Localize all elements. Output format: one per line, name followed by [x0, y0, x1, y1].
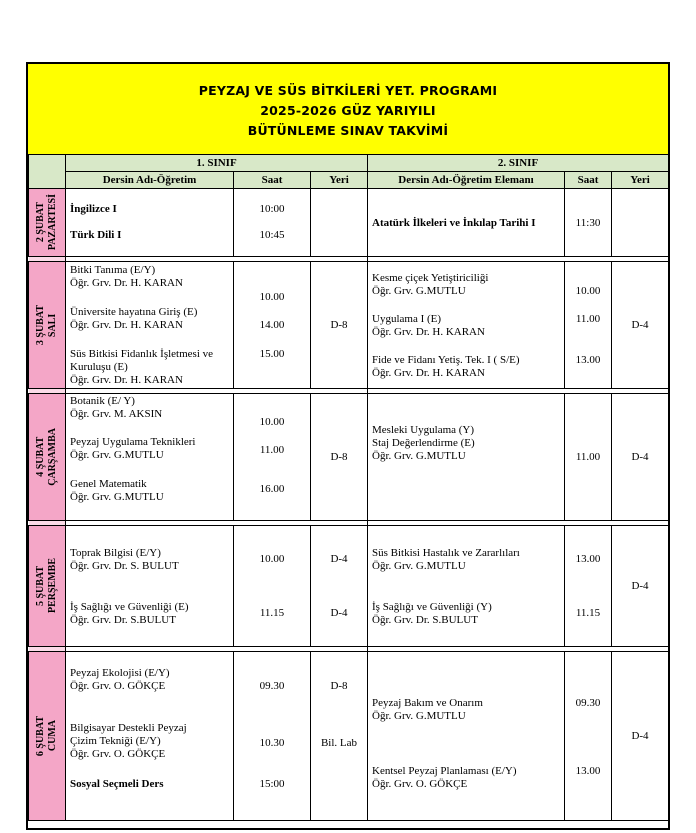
instructor: Öğr. Grv. Dr. H. KARAN — [70, 319, 183, 331]
place: D-8 — [330, 680, 348, 692]
place: D-4 — [612, 652, 669, 821]
place: D-4 — [612, 394, 669, 521]
time: 10.00 — [259, 416, 285, 428]
day-label: 5 ŞUBAT PERŞEMBE — [29, 526, 66, 647]
time: 11.00 — [565, 394, 612, 521]
course: İş Sağlığı ve Güvenliği (Y) — [372, 601, 492, 613]
time: 15:00 — [259, 778, 285, 790]
day-row — [29, 526, 669, 647]
instructor: Öğr. Grv. G.MUTLU — [372, 285, 466, 297]
time: 11.00 — [259, 444, 285, 456]
course: Peyzaj Uygulama Teknikleri — [70, 436, 196, 448]
place: D-4 — [612, 526, 669, 647]
col-place-1: Yeri — [311, 172, 368, 189]
time: 10.30 — [259, 737, 285, 749]
course: Fide ve Fidanı Yetiş. Tek. I ( S/E) — [372, 354, 520, 366]
class-2-header: 2. SINIF — [368, 155, 669, 172]
schedule-table — [28, 154, 669, 821]
day-label: 4 ŞUBAT ÇARŞAMBA — [29, 394, 66, 521]
instructor: Öğr. Grv. G.MUTLU — [372, 450, 466, 462]
course: Çizim Tekniği (E/Y) — [70, 735, 161, 747]
day-label: 3 ŞUBAT SALI — [29, 262, 66, 389]
course: Kentsel Peyzaj Planlaması (E/Y) — [372, 765, 517, 777]
day-row — [29, 394, 669, 521]
time: 13.00 — [575, 765, 601, 777]
term-title: 2025-2026 GÜZ YARIYILI — [260, 103, 436, 118]
course: Bilgisayar Destekli Peyzaj — [70, 722, 187, 734]
instructor: Öğr. Grv. M. AKSIN — [70, 408, 163, 420]
instructor: Öğr. Grv. O. GÖKÇE — [70, 748, 166, 760]
time: 10:00 — [259, 203, 285, 215]
course: Kesme çiçek Yetiştiriciliği — [372, 272, 489, 284]
time: 11.15 — [575, 607, 601, 619]
time: 10:45 — [259, 229, 285, 241]
time: 10.00 — [575, 285, 601, 297]
col-course-2: Dersin Adı-Öğretim Elemanı — [368, 172, 565, 189]
time: 11.00 — [575, 313, 601, 325]
course: Genel Matematik — [70, 478, 147, 490]
time: 15.00 — [259, 348, 285, 360]
time: 16.00 — [259, 483, 285, 495]
course: Toprak Bilgisi (E/Y) — [70, 547, 161, 559]
place — [612, 189, 669, 257]
course: Sosyal Seçmeli Ders — [70, 778, 164, 790]
time: 11.15 — [259, 607, 285, 619]
class-1-header: 1. SINIF — [66, 155, 368, 172]
day-label: 2 ŞUBAT PAZARTESİ — [29, 189, 66, 257]
program-title: PEYZAJ VE SÜS BİTKİLERİ YET. PROGRAMI — [198, 83, 498, 98]
time: 13.00 — [575, 354, 601, 366]
instructor: Öğr. Grv. G.MUTLU — [372, 710, 466, 722]
instructor: Öğr. Grv. Dr. S.BULUT — [372, 614, 478, 626]
instructor: Öğr. Grv. G.MUTLU — [372, 560, 466, 572]
place: Bil. Lab — [320, 737, 358, 749]
time: 13.00 — [575, 553, 601, 565]
place: D-8 — [311, 262, 368, 389]
header-banner — [28, 64, 668, 155]
time: 09.30 — [259, 680, 285, 692]
header-corner — [29, 155, 66, 189]
course: Botanik (E/ Y) — [70, 395, 135, 407]
place — [311, 189, 368, 257]
day-row — [29, 262, 669, 389]
place: D-4 — [330, 607, 348, 619]
exam-schedule — [26, 62, 670, 830]
course: Atatürk İlkeleri ve İnkılap Tarihi I — [372, 217, 536, 229]
col-course-1: Dersin Adı-Öğretim — [66, 172, 234, 189]
instructor: Öğr. Grv. Dr. H. KARAN — [372, 367, 485, 379]
course: Peyzaj Bakım ve Onarım — [372, 697, 483, 709]
course: İş Sağlığı ve Güvenliği (E) — [70, 601, 189, 613]
instructor: Öğr. Grv. Dr. H. KARAN — [70, 374, 183, 386]
instructor: Öğr. Grv. Dr. S. BULUT — [70, 560, 179, 572]
course: İngilizce I — [70, 203, 117, 215]
instructor: Öğr. Grv. G.MUTLU — [70, 491, 164, 503]
course: Uygulama I (E) — [372, 313, 442, 325]
time: 11:30 — [575, 217, 601, 229]
course: Kuruluşu (E) — [70, 361, 128, 373]
instructor: Öğr. Grv. Dr. H. KARAN — [372, 326, 485, 338]
instructor: Öğr. Grv. O. GÖKÇE — [372, 778, 468, 790]
course: Peyzaj Ekolojisi (E/Y) — [70, 667, 170, 679]
instructor: Öğr. Grv. Dr. H. KARAN — [70, 277, 183, 289]
place: D-4 — [612, 262, 669, 389]
course: Staj Değerlendirme (E) — [372, 437, 475, 449]
time: 14.00 — [259, 319, 285, 331]
exam-title: BÜTÜNLEME SINAV TAKVİMİ — [247, 123, 449, 138]
col-time-2: Saat — [565, 172, 612, 189]
course: Süs Bitkisi Fidanlık İşletmesi ve — [70, 348, 214, 360]
course: Süs Bitkisi Hastalık ve Zararlıları — [372, 547, 520, 559]
instructor: Öğr. Grv. O. GÖKÇE — [70, 680, 166, 692]
time: 10.00 — [259, 291, 285, 303]
course: Üniversite hayatına Giriş (E) — [70, 306, 198, 318]
place: D-8 — [311, 394, 368, 521]
course: Türk Dili I — [70, 229, 122, 241]
instructor: Öğr. Grv. Dr. S.BULUT — [70, 614, 176, 626]
col-time-1: Saat — [234, 172, 311, 189]
day-row — [29, 652, 669, 821]
day-row — [29, 189, 669, 257]
time: 10.00 — [259, 553, 285, 565]
course: Bitki Tanıma (E/Y) — [70, 264, 156, 276]
day-label: 6 ŞUBAT CUMA — [29, 652, 66, 821]
col-place-2: Yeri — [612, 172, 669, 189]
course: Mesleki Uygulama (Y) — [372, 424, 475, 436]
instructor: Öğr. Grv. G.MUTLU — [70, 449, 164, 461]
place: D-4 — [330, 553, 348, 565]
time: 09.30 — [575, 697, 601, 709]
